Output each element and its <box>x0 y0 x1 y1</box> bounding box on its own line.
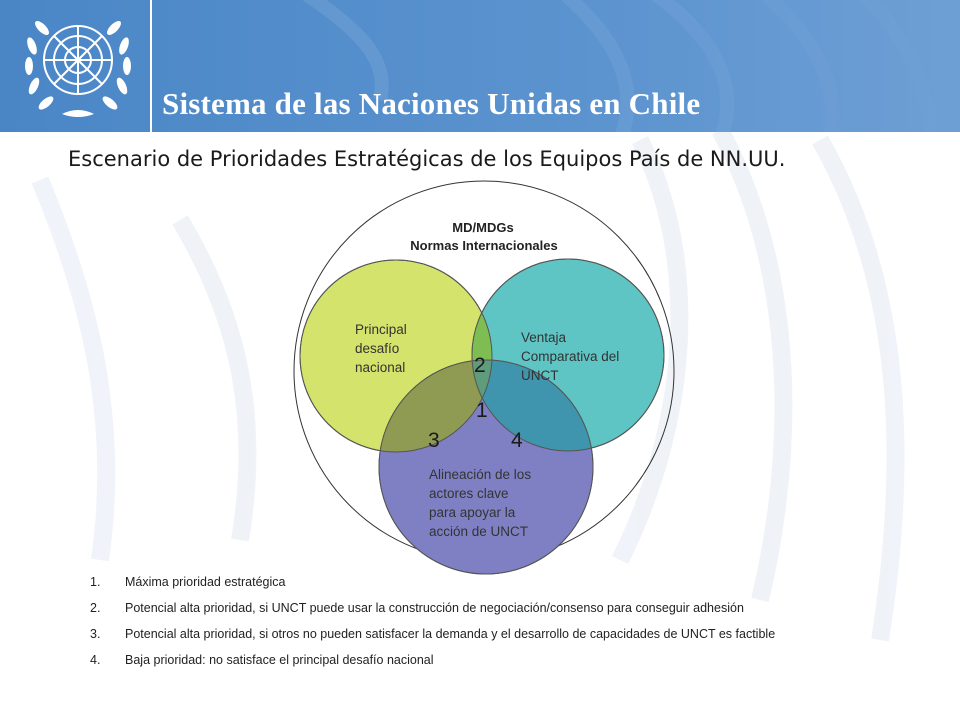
legend-item: 1. Máxima prioridad estratégica <box>90 575 286 589</box>
legend-item: 3. Potencial alta prioridad, si otros no pueden satisfacer la demanda y el desarrollo de capacidades de UNCT es factible <box>90 627 776 641</box>
header-title: Sistema de las Naciones Unidas en Chile <box>162 86 701 121</box>
legend-item: 4. Baja prioridad: no satisface el principal desafío nacional <box>90 653 434 667</box>
label-national-challenge: Principal desafío nacional <box>355 322 407 375</box>
outer-label-line1: MD/MDGs <box>452 220 514 235</box>
legend-item: 2. Potencial alta prioridad, si UNCT puede usar la construcción de negociación/consenso para conseguir adhesión <box>90 601 744 615</box>
label-actors-alignment: Alineación de los actores clave para apoyar la acción de UNCT <box>429 467 532 539</box>
region-number-3: 3 <box>428 429 440 452</box>
region-number-4: 4 <box>511 429 523 452</box>
priority-legend-list <box>90 574 950 678</box>
label-unct-advantage: Ventaja Comparativa del UNCT <box>521 330 620 383</box>
region-number-2: 2 <box>474 354 486 377</box>
region-number-1: 1 <box>476 399 488 422</box>
slide-title: Escenario de Prioridades Estratégicas de los Equipos País de NN.UU. <box>68 147 786 171</box>
outer-label-line2: Normas Internacionales <box>410 238 558 253</box>
